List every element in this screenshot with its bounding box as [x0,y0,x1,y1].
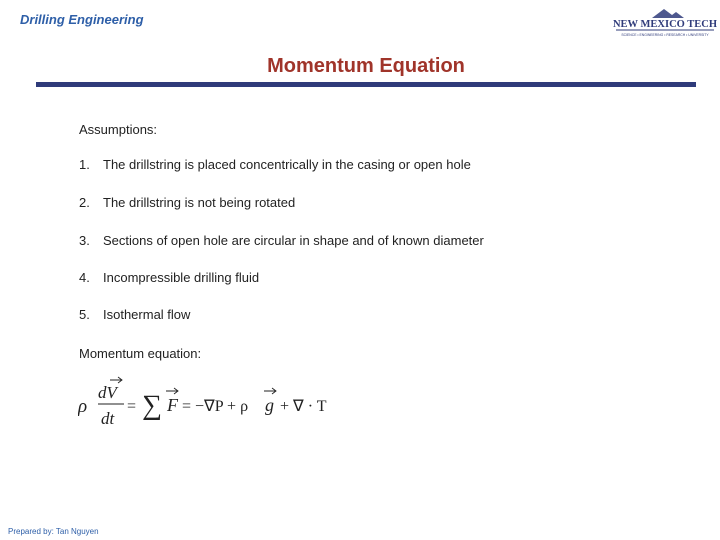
slide-title: Momentum Equation [267,55,465,77]
eq-dt: dt [101,409,115,428]
assumptions-heading: Assumptions: [79,122,158,137]
new-mexico-tech-logo [612,6,718,40]
vector-arrow-icon [166,388,178,394]
eq-rho: ρ [78,396,88,417]
list-item-text: Incompressible drilling fluid [103,270,260,285]
momentum-equation [78,372,338,434]
logo-subtitle: SCIENCE • ENGINEERING • RESEARCH • UNIVERSITY [621,33,709,37]
eq-F: F [167,395,178,415]
list-item-number: 2. [79,195,90,210]
logo-text: NEW MEXICO TECH [612,19,718,30]
eq-stress-term: + ∇ · Τ [280,398,327,415]
logo-mountain-icon [652,9,684,18]
list-item-number: 5. [79,307,90,322]
eq-g: g [265,395,274,415]
list-item-number: 3. [79,233,90,248]
eq-sum: ∑ [142,390,162,421]
title-divider [36,82,696,87]
list-item [79,233,484,248]
list-item-text: Sections of open hole are circular in shape and of known diameter [103,233,484,248]
list-item [79,270,259,285]
eq-dV: dV [98,383,117,402]
course-title: Drilling Engineering [20,12,144,27]
list-item [79,307,190,322]
prepared-by: Prepared by: Tan Nguyen [8,527,99,536]
eq-pressure-term: = −∇P + ρ [182,398,249,415]
list-item-text: Isothermal flow [103,307,191,322]
list-item-number: 4. [79,270,90,285]
list-item [79,157,471,172]
eq-equals: = [127,398,137,415]
vector-arrow-icon [264,388,276,394]
list-item-number: 1. [79,157,90,172]
list-item-text: The drillstring is not being rotated [103,195,296,210]
list-item-text: The drillstring is placed concentrically in the casing or open hole [103,157,471,172]
list-item [79,195,295,210]
equation-heading: Momentum equation: [79,346,202,361]
